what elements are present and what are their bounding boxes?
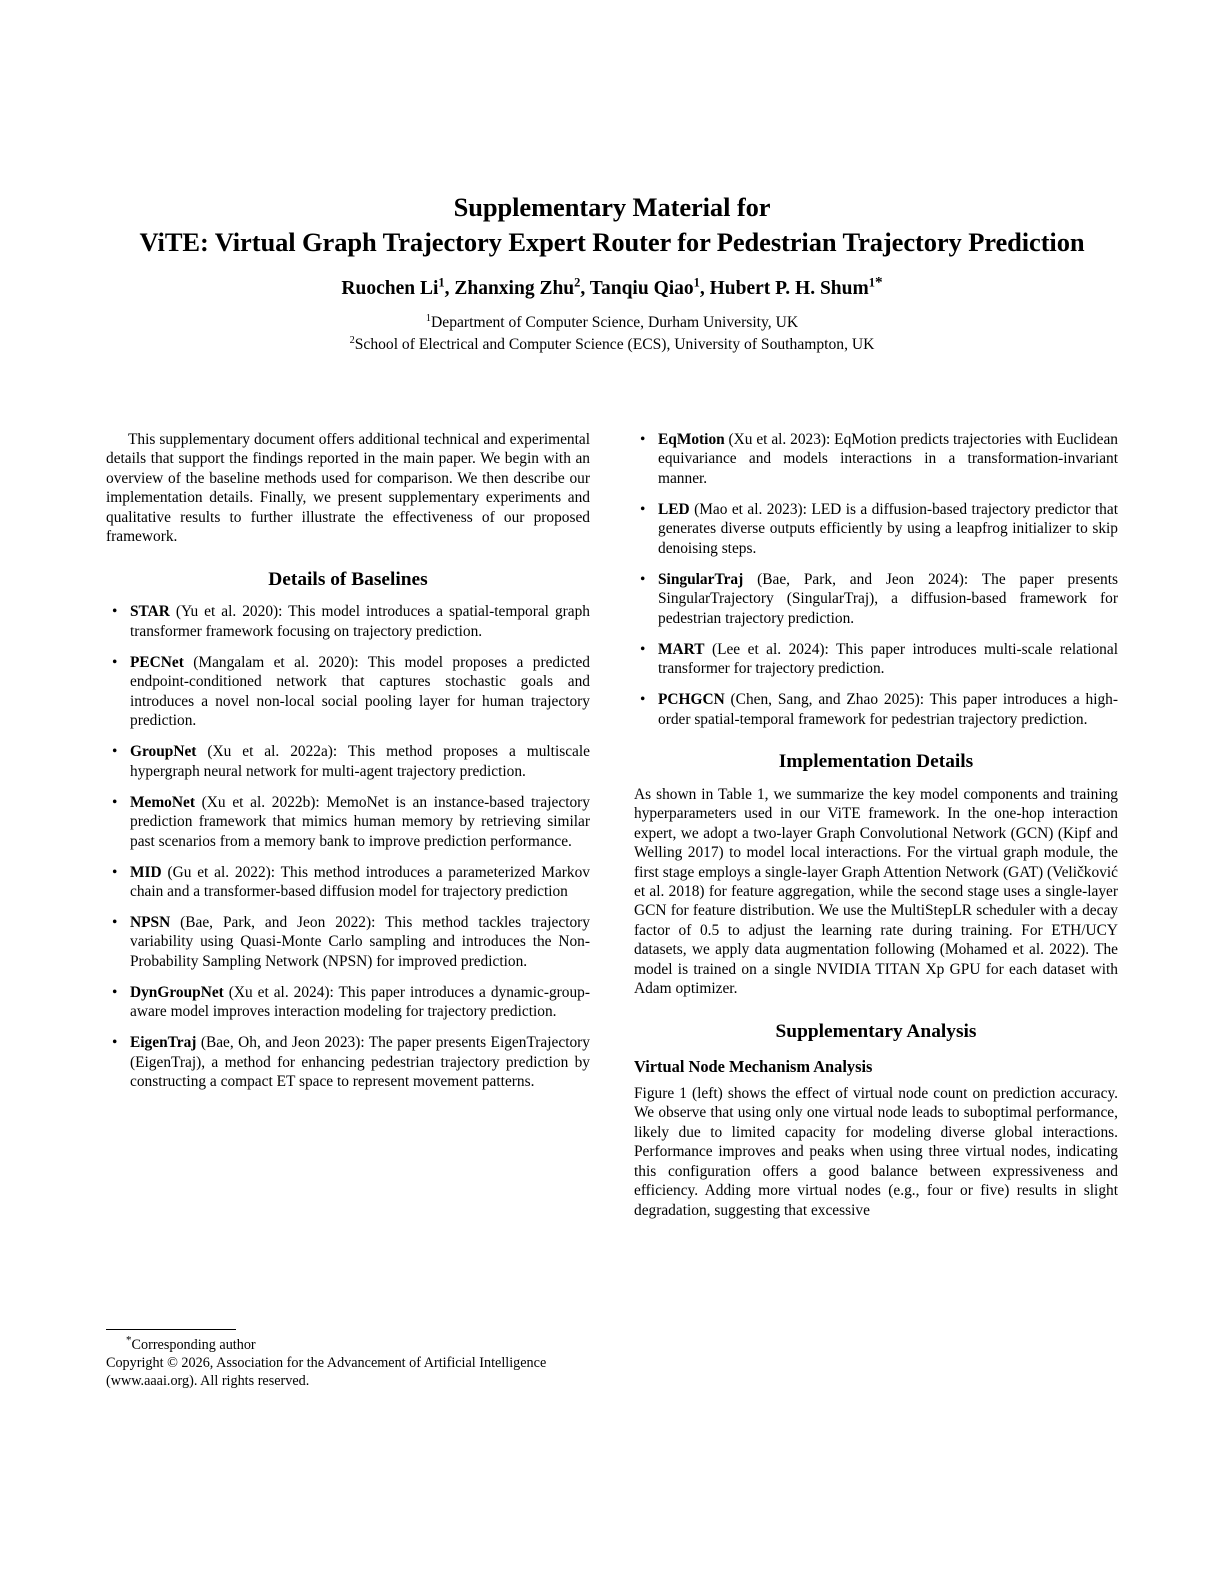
footnote-copyright: Copyright © 2026, Association for the Advancement of Artificial Intelligence (www.aaai.org). All rights reserved. [106,1355,547,1390]
author-4-affiliation-marker: 1 [868,275,875,290]
author-3-affiliation-marker: 1 [693,275,700,290]
affiliation-2 [106,334,1118,356]
author-2-affiliation-marker: 2 [574,275,581,290]
baseline-name: MemoNet [130,793,195,811]
footnote-block [106,1329,590,1390]
virtual-node-analysis-paragraph: Figure 1 (left) shows the effect of virtual node count on prediction accuracy. We observe that using only one virtual node leads to suboptimal performance, likely due to limited capacity for modeling diverse global interactions. Performance improves and peaks when using three virtual nodes, indicating this configuration offers a good balance between expressiveness and efficiency. Adding more virtual nodes (e.g., four or five) results in slight degradation, suggesting that excessive [634,1084,1118,1219]
section-heading-implementation-details: Implementation Details [778,751,974,773]
list-item [106,913,590,971]
subsection-heading-virtual-node-mechanism-analysis: Virtual Node Mechanism Analysis [634,1057,873,1077]
baseline-name: DynGroupNet [130,983,224,1001]
baseline-description: (Bae, Park, and Jeon 2022): This method tackles trajectory variability using Quasi-Monte Carlo sampling and introduces the Non-Probability Sampling Network (NPSN) for improved prediction. [130,913,590,970]
baseline-description: (Chen, Sang, and Zhao 2025): This paper introduces a high-order spatial-temporal framework for pedestrian trajectory prediction. [658,691,1118,728]
intro-paragraph: This supplementary document offers additional technical and experimental details that support the findings reported in the main paper. We begin with an overview of the baseline methods used for comparison. We then describe our implementation details. Finally, we present supplementary experiments and qualitative results to further illustrate the effectiveness of our proposed framework. [106,431,590,546]
baseline-name: SingularTraj [658,570,744,588]
baseline-list-right [634,430,1118,729]
baseline-name: GroupNet [130,743,197,761]
left-column [106,430,590,1092]
footnote-corresponding-text: Corresponding author [131,1337,256,1353]
baseline-name: EigenTraj [130,1034,197,1052]
list-item [106,863,590,902]
baseline-name: LED [658,500,690,518]
footnote-rule [106,1329,236,1330]
list-item [106,983,590,1022]
list-item [106,1033,590,1091]
baseline-description: (Xu et al. 2023): EqMotion predicts trajectories with Euclidean equivariance and models interactions in a transformation-invariant manner. [658,431,1118,487]
baseline-name: MID [130,863,162,881]
page-title [106,190,1118,260]
implementation-details-paragraph: As shown in Table 1, we summarize the key model components and training hyperparameters used in our ViTE framework. In the one-hop interaction expert, we adopt a two-layer Graph Convolutional Network (GCN) (Kipf and Welling 2017) to model local interactions. For the virtual graph module, the first stage employs a single-layer Graph Attention Network (GAT) (Veličković et al. 2018) for feature aggregation, while the second stage uses a single-layer GCN for feature distribution. We use the MultiStepLR scheduler with a decay factor of 0.5 to adjust the learning rate during training. For ETH/UCY datasets, we apply data augmentation following (Mohamed et al. 2022). The model is trained on a single NVIDIA TITAN Xp GPU for each dataset with Adam optimizer. [634,785,1118,998]
baseline-name: PCHGCN [658,691,725,709]
affiliation-2-marker: 2 [349,334,355,346]
baseline-name: MART [658,640,705,658]
author-4-name: , Hubert P. H. Shum [699,278,869,299]
list-item [634,500,1118,558]
list-item [634,430,1118,488]
author-1-name: Ruochen Li [341,278,439,299]
baseline-description: (Xu et al. 2022a): This method proposes a multiscale hypergraph neural network for multi-agent trajectory prediction. [130,743,590,780]
list-item [634,570,1118,628]
author-list [106,273,1118,301]
title-line-1: Supplementary Material for [453,192,771,222]
baseline-description: (Bae, Oh, and Jeon 2023): The paper presents EigenTrajectory (EigenTraj), a method for enhancing pedestrian trajectory prediction by constructing a compact ET space to represent movement patterns. [130,1034,590,1091]
right-column [634,430,1118,1220]
baseline-description: (Gu et al. 2022): This method introduces a parameterized Markov chain and a transformer-based diffusion model for trajectory prediction [130,863,590,900]
title-line-2: ViTE: Virtual Graph Trajectory Expert Router for Pedestrian Trajectory Prediction [139,226,1085,257]
affiliation-list [106,312,1118,356]
baseline-description: (Bae, Park, and Jeon 2024): The paper presents SingularTrajectory (SingularTraj), a diffusion-based framework for pedestrian trajectory prediction. [658,570,1118,627]
list-item [106,653,590,731]
list-item [634,640,1118,679]
list-item [106,742,590,781]
list-item [106,602,590,641]
baseline-name: STAR [130,603,170,621]
footnote-corresponding-author [106,1336,590,1354]
baseline-description: (Mangalam et al. 2020): This model proposes a predicted endpoint-conditioned network that captures stochastic goals and introduces a novel non-local social pooling layer for human trajectory prediction. [130,653,590,730]
baseline-description: (Lee et al. 2024): This paper introduces multi-scale relational transformer for trajectory prediction. [658,640,1118,678]
footnote-star-marker: * [126,1334,132,1347]
list-item [634,690,1118,729]
author-3-name: , Tanqiu Qiao [580,278,694,299]
baseline-name: PECNet [130,653,184,671]
section-heading-supplementary-analysis: Supplementary Analysis [775,1020,977,1042]
affiliation-2-text: School of Electrical and Computer Science (ECS), University of Southampton, UK [354,336,875,354]
baseline-list-left [106,602,590,1092]
author-1-affiliation-marker: 1 [438,275,445,290]
affiliation-1-marker: 1 [425,312,432,324]
baseline-description: (Xu et al. 2024): This paper introduces a dynamic-group-aware model improves interaction modeling for trajectory prediction. [130,983,590,1021]
list-item [106,793,590,851]
section-heading-details-of-baselines: Details of Baselines [268,568,428,590]
affiliation-1 [106,312,1118,334]
baseline-name: NPSN [130,913,171,931]
corresponding-author-marker: * [874,273,883,291]
baseline-description: (Yu et al. 2020): This model introduces a spatial-temporal graph transformer framework focusing on trajectory prediction. [130,603,590,640]
baseline-description: (Mao et al. 2023): LED is a diffusion-based trajectory predictor that generates diverse outputs efficiently by using a leapfrog initializer to skip denoising steps. [658,500,1118,557]
baseline-name: EqMotion [658,431,725,448]
affiliation-1-text: Department of Computer Science, Durham University, UK [431,314,799,331]
author-2-name: , Zhanxing Zhu [444,278,575,299]
baseline-description: (Xu et al. 2022b): MemoNet is an instance-based trajectory prediction framework that mimics human memory by retrieving similar past scenarios from a memory bank to improve prediction performance. [130,793,590,850]
